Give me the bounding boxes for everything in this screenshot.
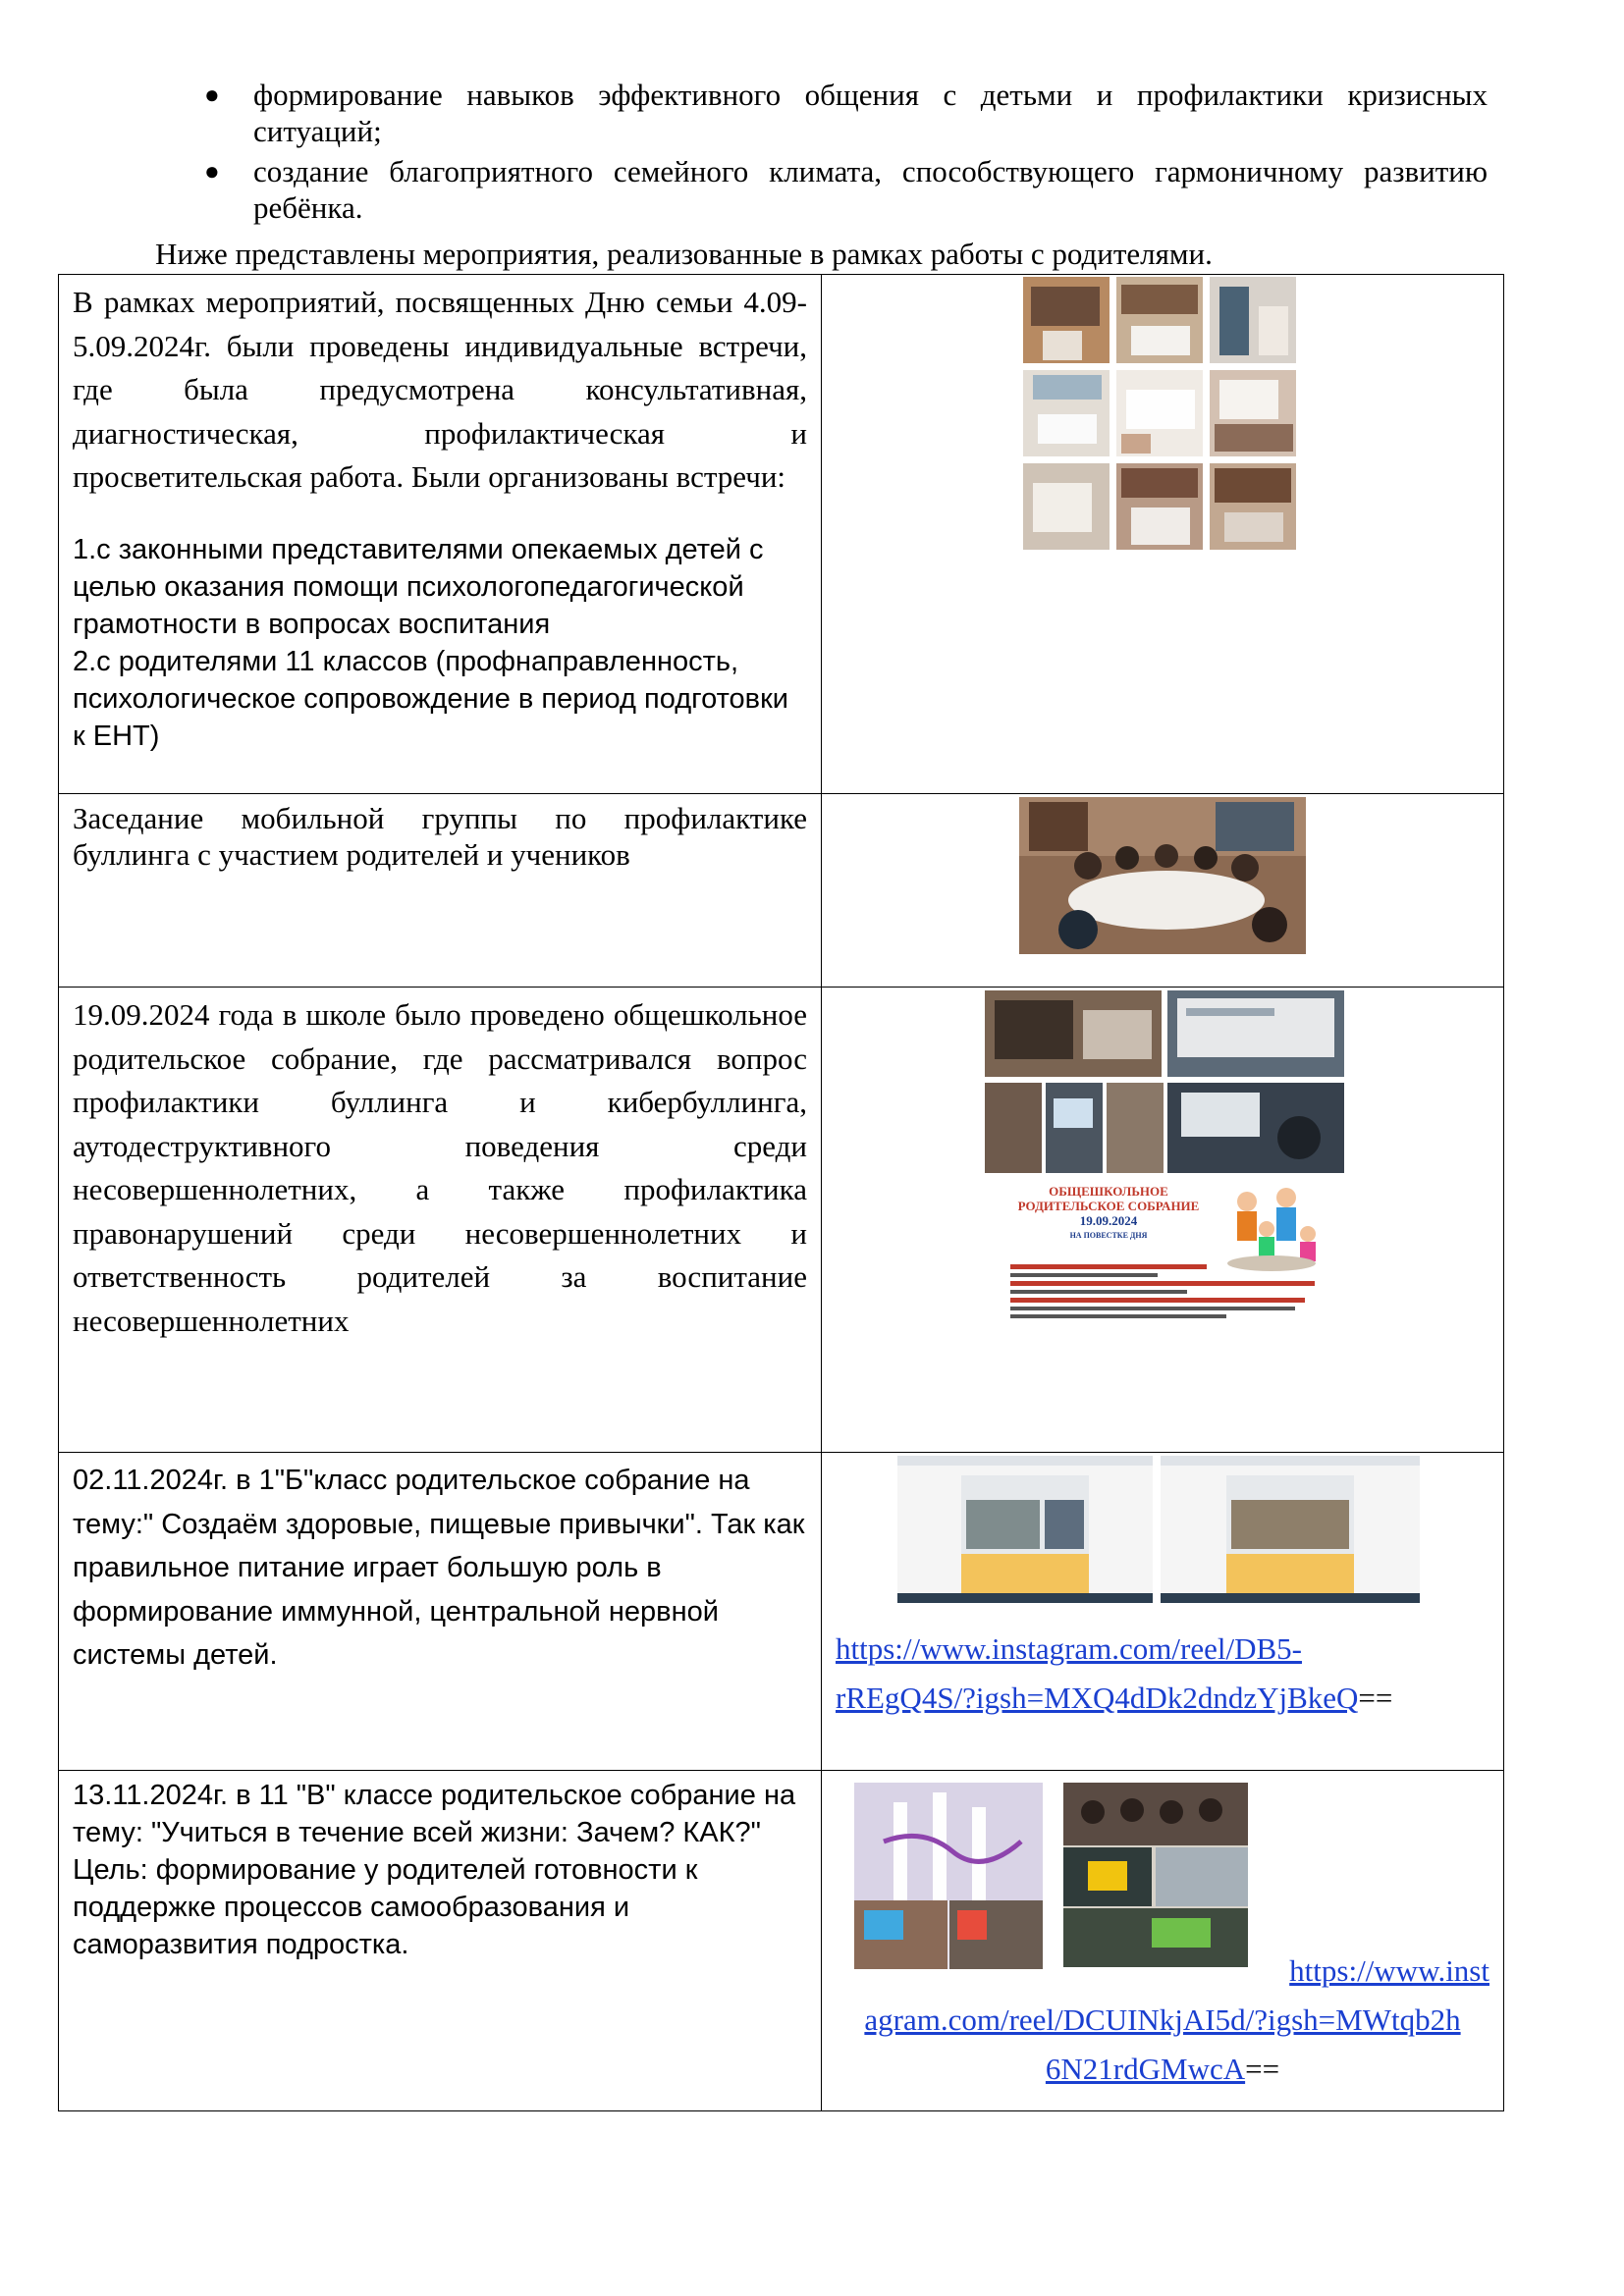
bullet-item: ● создание благоприятного семейного климата, способствующего гармоничному развитию ребёнка. [204, 154, 1488, 225]
photo-collage [854, 1783, 1043, 1969]
link-suffix: == [1245, 2052, 1280, 2086]
bullet-list [196, 77, 1488, 226]
event-text: 13.11.2024г. в 11 "В" классе родительское собрание на тему: "Учиться в течение всей жизни: Зачем? КАК?" Цель: формирование у родителей готовности к поддержке процессов самообразования и саморазвития подростка. [73, 1780, 796, 1960]
table-row [59, 1771, 1504, 2111]
bullet-dot-icon: ● [204, 80, 220, 109]
photo-collage [1063, 1783, 1248, 1967]
event-photo-cell [822, 1771, 1504, 2111]
poster-title: РОДИТЕЛЬСКОЕ СОБРАНИЕ [1017, 1199, 1200, 1213]
family-illustration-icon [1218, 1180, 1326, 1273]
table-row [59, 988, 1504, 1453]
instagram-link[interactable]: https://www.instagram.com/reel/DB5- [836, 1631, 1302, 1666]
photo-collage [985, 990, 1344, 1173]
table-row [59, 1453, 1504, 1771]
event-description-cell [59, 794, 822, 988]
instagram-link[interactable]: 6N21rdGMwcA [1045, 2052, 1246, 2086]
event-text: В рамках мероприятий, посвященных Дню семьи 4.09-5.09.2024г. были проведены индивидуальные встречи, где была предусмотрена консультативная, диагностическая, профилактическая и просветительская работа. Были организованы встречи: [73, 285, 807, 494]
event-description-cell [59, 275, 822, 794]
event-description-cell [59, 1453, 822, 1771]
list-item: 1.с законными представителями опекаемых детей с целью оказания помощи психологопедагогической грамотности в вопросах воспитания [73, 533, 764, 640]
event-text: Заседание мобильной группы по профилактике буллинга с участием родителей и учеников [73, 801, 807, 872]
photo-collage [1023, 277, 1296, 550]
poster-date: 19.09.2024 [1079, 1213, 1138, 1228]
poster-agenda: НА ПОВЕСТКЕ ДНЯ [1069, 1231, 1148, 1240]
intro-sentence: Ниже представлены мероприятия, реализованные в рамках работы с родителями. [155, 237, 1213, 271]
bullet-dot-icon: ● [204, 157, 220, 186]
event-photo-cell [822, 988, 1504, 1453]
photo-meeting [1019, 797, 1306, 954]
instagram-link[interactable]: https://www.inst [1289, 1953, 1489, 1988]
event-text: 02.11.2024г. в 1"Б"класс родительское собрание на тему:" Создаём здоровые, пищевые привычки". Так как правильное питание играет большую роль в формирование иммунной, центральной нервной системы детей. [73, 1465, 805, 1671]
event-description-cell [59, 1771, 822, 2111]
list-item: 2.с родителями 11 классов (профнаправленность, психологическое сопровождение в период подготовки к ЕНТ) [73, 645, 788, 752]
table-row [59, 794, 1504, 988]
instagram-link[interactable]: rREgQ4S/?igsh=MXQ4dDk2dndzYjBkeQ [836, 1681, 1359, 1715]
meeting-poster [997, 1174, 1334, 1351]
event-photo-cell [822, 1453, 1504, 1771]
poster-title: ОБЩЕШКОЛЬНОЕ [1049, 1184, 1168, 1199]
instagram-link[interactable]: agram.com/reel/DCUINkjAI5d/?igsh=MWtqb2h [864, 2002, 1461, 2037]
link-suffix: == [1358, 1681, 1393, 1715]
events-table [58, 274, 1504, 2111]
event-photo-cell [822, 275, 1504, 794]
screenshot-collage [897, 1456, 1420, 1603]
event-description-cell [59, 988, 822, 1453]
bullet-item: ● формирование навыков эффективного общения с детьми и профилактики кризисных ситуаций; [204, 78, 1488, 148]
table-row [59, 275, 1504, 794]
event-text: 19.09.2024 года в школе было проведено общешкольное родительское собрание, где рассматривался вопрос профилактики буллинга и кибербуллинга, аутодеструктивного поведения среди несовершеннолетних, а также профилактика правонарушений среди несовершеннолетних и ответственность родителей за воспитание несовершеннолетних [73, 997, 807, 1338]
event-list [59, 525, 821, 755]
event-photo-cell [822, 794, 1504, 988]
